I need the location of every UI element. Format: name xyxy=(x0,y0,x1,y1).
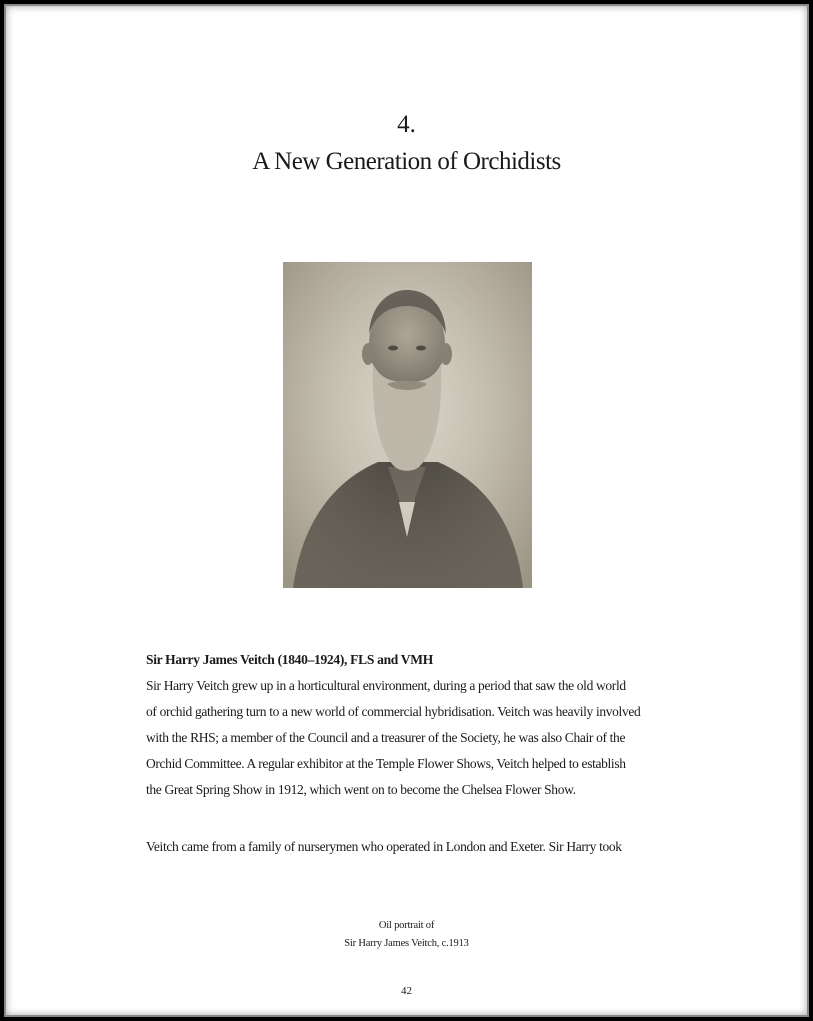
body-paragraph xyxy=(146,834,672,860)
paragraph-line: Sir Harry Veitch grew up in a horticultural environment, during a period that saw the old world xyxy=(146,678,626,693)
chapter-number: 4. xyxy=(397,111,416,138)
paragraph-line: Veitch came from a family of nurserymen who operated in London and Exeter. Sir Harry took xyxy=(146,839,622,854)
chapter-title: A New Generation of Orchidists xyxy=(252,148,561,175)
paragraph-line: with the RHS; a member of the Council and a treasurer of the Society, he was also Chair of the xyxy=(146,730,626,745)
portrait-photo xyxy=(283,262,532,588)
portrait-caption xyxy=(6,917,807,953)
caption-line: Sir Harry James Veitch, c.1913 xyxy=(344,938,469,949)
page-number: 42 xyxy=(401,985,412,997)
document-page xyxy=(4,4,809,1017)
paragraph-line: Orchid Committee. A regular exhibitor at the Temple Flower Shows, Veitch helped to establish xyxy=(146,756,626,771)
paragraph-line: the Great Spring Show in 1912, which went on to become the Chelsea Flower Show. xyxy=(146,782,576,797)
body-paragraph xyxy=(146,673,672,803)
caption-line: Oil portrait of xyxy=(378,920,435,931)
section-heading: Sir Harry James Veitch (1840–1924), FLS and VMH xyxy=(146,652,433,667)
paragraph-line: of orchid gathering turn to a new world of commercial hybridisation. Veitch was heavily involved xyxy=(146,704,641,719)
